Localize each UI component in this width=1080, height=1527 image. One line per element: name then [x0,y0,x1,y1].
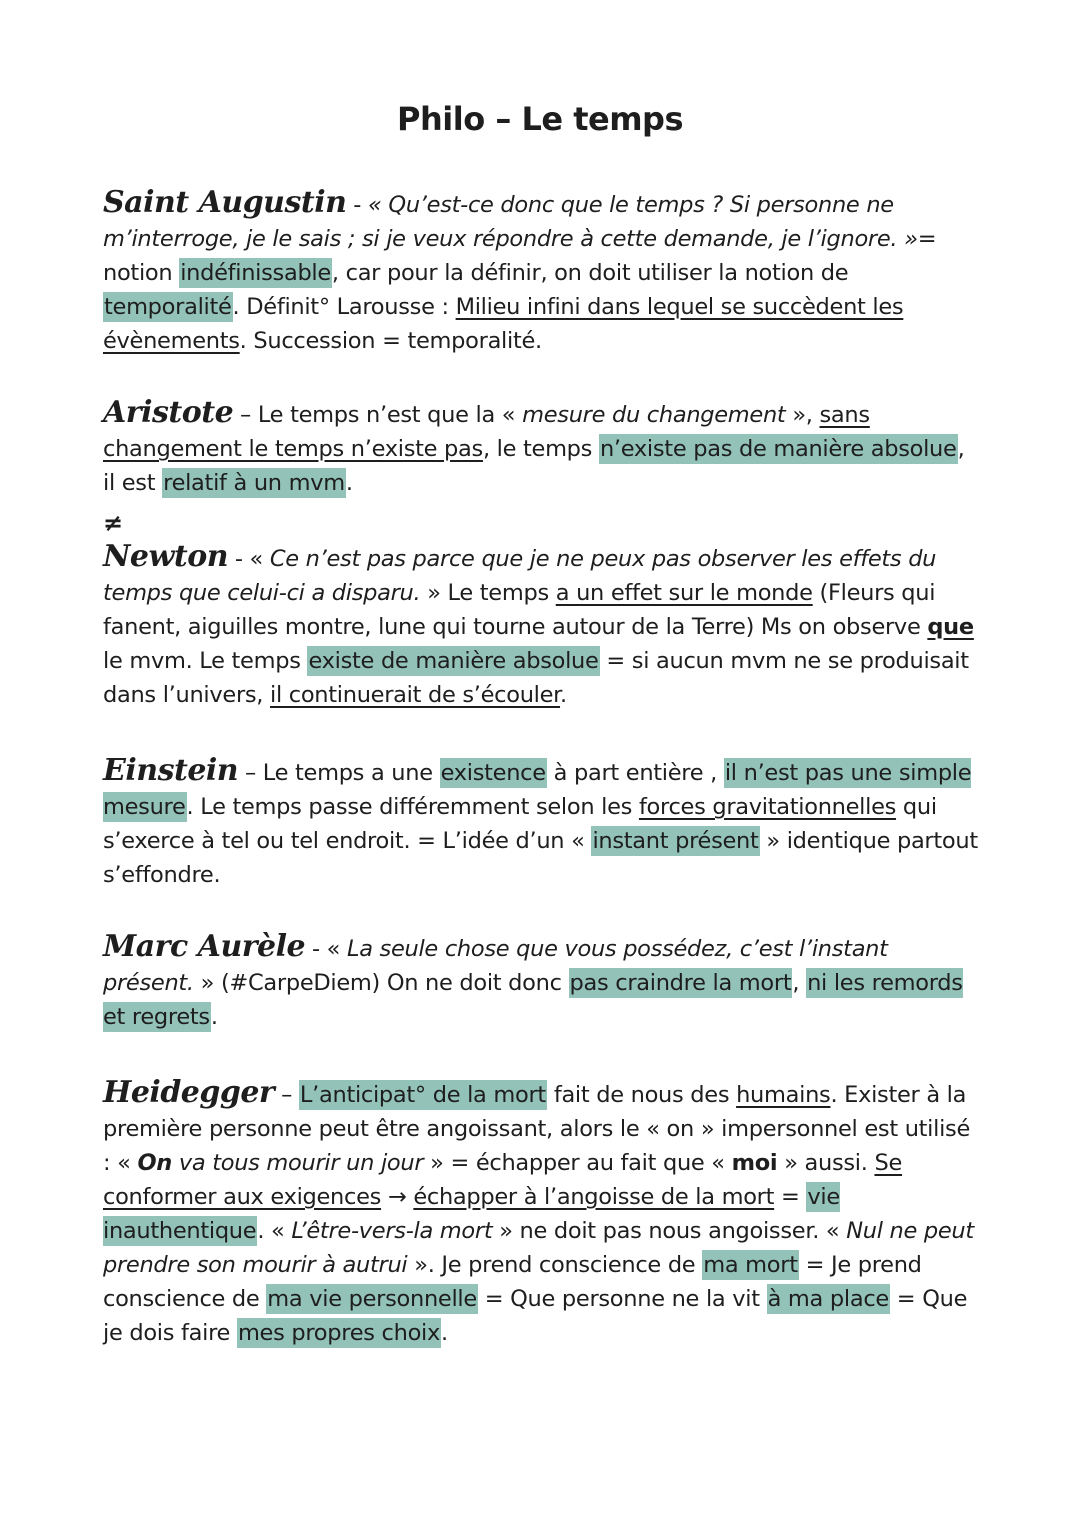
highlight: ma mort [703,1252,798,1278]
text: » identique partout s’effondre. [103,828,978,888]
underlined-text: il continuerait de s’écouler [270,682,561,708]
text: , le temps [482,436,599,462]
text: = si aucun mvm ne se produisait dans l’univers, [103,648,969,708]
text: à part entière , [546,760,724,786]
highlight: instant présent [592,828,759,854]
text: », [785,402,820,428]
author-name: Marc Aurèle [103,929,306,964]
text: . Le temps passe différemment selon les [186,794,639,820]
text: = Que je dois faire [103,1286,968,1346]
bold-text: que [927,614,974,640]
text: le mvm. Le temps [103,648,308,674]
text: = Je prend conscience de [103,1252,922,1312]
text: , car pour la définir, on doit utiliser la notion de [331,260,849,286]
text: » = échapper au fait que « [423,1150,732,1176]
underlined-text: forces gravitationnelles [638,794,897,820]
text: , [792,970,807,996]
highlight: indéfinissable [180,260,331,286]
highlight: temporalité [104,294,232,320]
section-marc-aurele [103,930,983,1034]
text: » ne doit pas nous angoisser. « [492,1218,847,1244]
text: (Fleurs qui fanent, aiguilles montre, lune qui tourne autour de la Terre) Ms on observe [103,580,936,640]
text: . Définit° Larousse : [232,294,456,320]
highlight: mes propres choix [237,1320,440,1346]
text: » Le temps [420,580,556,606]
not-equal-sign: ≠ [103,509,123,537]
text: . [441,1320,448,1346]
text: = Que personne ne la vit [477,1286,767,1312]
text: – [274,1082,299,1108]
highlight: pas craindre la mort [569,970,792,996]
text: . Succession = temporalité. [239,328,542,354]
text: – Le temps n’est que la « [233,402,523,428]
highlight: à ma place [767,1286,889,1312]
text: – Le temps a une [238,760,440,786]
text: → [381,1184,414,1210]
text: . Exister à la première personne peut être angoissant, alors le « on » impersonnel est utilisé : « [103,1082,970,1176]
text: = [774,1184,807,1210]
quote: mesure du changement [522,402,786,428]
section-einstein [103,754,983,892]
quote: Ce n’est pas parce que je ne peux pas observer les effets du temps que celui-ci a disparu. [103,546,937,606]
underlined-text: Se conformer aux exigences [103,1150,902,1210]
quote: va tous mourir un jour [172,1150,424,1176]
bold-text: On [137,1150,172,1176]
section-heidegger [103,1076,983,1350]
highlight: existence [440,760,546,786]
author-name: Einstein [103,753,239,788]
text: . [560,682,567,708]
bold-text: moi [731,1150,778,1176]
underlined-text: échapper à l’angoisse de la mort [413,1184,775,1210]
highlight: ni les remords et regrets [103,970,963,1030]
highlight: ma vie personnelle [267,1286,477,1312]
section-newton [103,540,983,712]
author-name: Heidegger [103,1075,275,1110]
highlight: existe de manière absolue [308,648,599,674]
text: fait de nous des [546,1082,737,1108]
page-title: Philo – Le temps [397,100,683,138]
highlight: L’anticipat° de la mort [299,1082,546,1108]
quote: Nul ne peut prendre son mourir à autrui [103,1218,974,1278]
text: » aussi. [777,1150,875,1176]
highlight: il n’est pas une simple mesure [103,760,972,820]
text: . [210,1004,218,1030]
highlight: vie inauthentique [103,1184,840,1244]
section-saint-augustin [103,186,983,358]
underlined-text: sans changement le temps n’existe pas [103,402,870,462]
text: = notion [103,226,937,286]
quote: La seule chose que vous possédez, c’est l’instant présent. [103,936,888,996]
author-name: Saint Augustin [103,185,347,220]
separator: - [346,192,368,218]
text: . [345,470,353,496]
author-name: Aristote [103,395,234,430]
text: . « [257,1218,292,1244]
text: - « [228,546,270,572]
underlined-text: humains [736,1082,831,1108]
author-name: Newton [103,539,229,574]
section-aristote [103,396,983,500]
text: , il est [103,436,965,496]
text: - « [305,936,347,962]
text: » (#CarpeDiem) On ne doit donc [193,970,569,996]
text: qui s’exerce à tel ou tel endroit. = L’idée d’un « [103,794,937,854]
highlight: n’existe pas de manière absolue [599,436,957,462]
underlined-text: Milieu infini dans lequel se succèdent les évènements [103,294,904,354]
underlined-text: a un effet sur le monde [555,580,813,606]
quote: L’être-vers-la mort [291,1218,493,1244]
highlight: relatif à un mvm [163,470,345,496]
text: ». Je prend conscience de [407,1252,703,1278]
quote: « Qu’est-ce donc que le temps ? Si personne ne m’interroge, je le sais ; si je veux répondre à cette demande, je l’ignore. » [103,192,918,252]
